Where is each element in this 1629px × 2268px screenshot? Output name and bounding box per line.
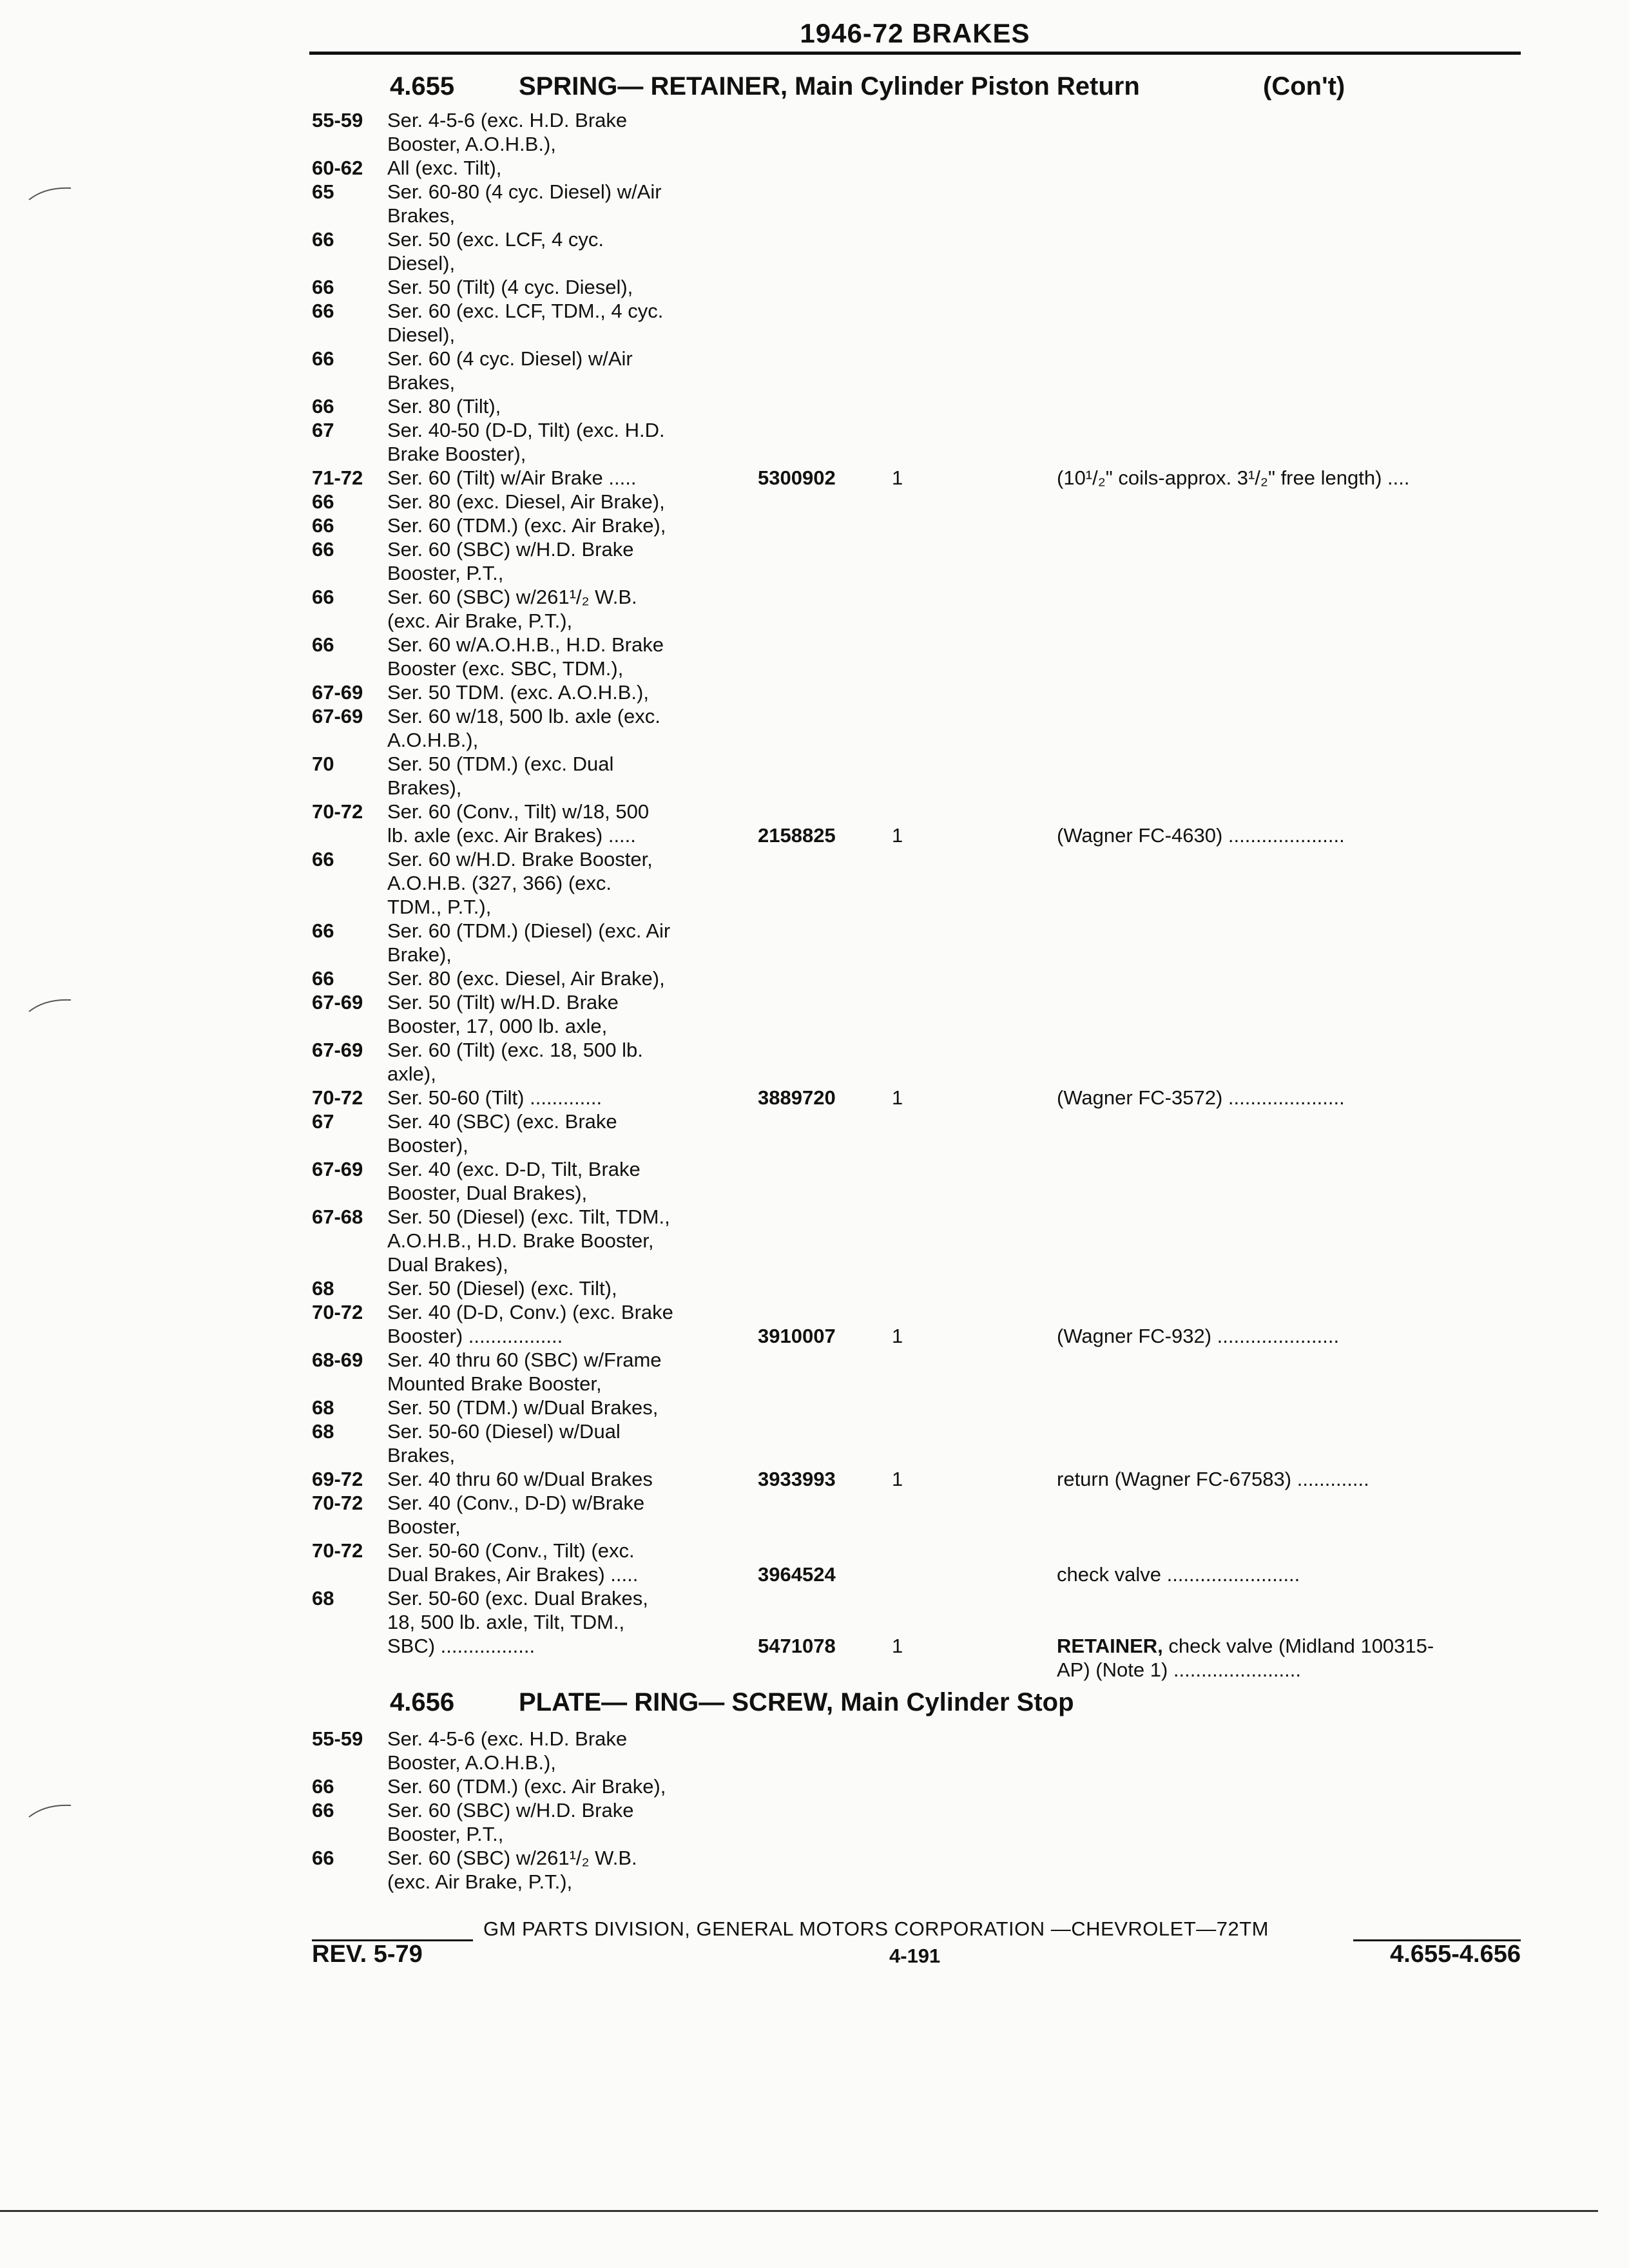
part-note-bold: RETAINER,: [1057, 1635, 1163, 1657]
model-year: 66: [312, 1847, 334, 1869]
application-description: Ser. 60 (Conv., Tilt) w/18, 500 lb. axle (exc. Air Brakes) .....: [387, 800, 650, 847]
model-year: 66: [312, 228, 334, 251]
application-description: Ser. 50-60 (exc. Dual Brakes, 18, 500 lb. axle, Tilt, TDM., SBC) .................: [387, 1587, 648, 1657]
application-description: Ser. 60 (Tilt) w/Air Brake .....: [387, 466, 637, 489]
model-year: 66: [312, 490, 334, 513]
application-description: Ser. 60 (SBC) w/H.D. Brake Booster, P.T.,: [387, 1799, 634, 1845]
application-description: Ser. 60 (TDM.) (exc. Air Brake),: [387, 514, 666, 537]
part-number: 3889720: [758, 1086, 836, 1109]
section-number: 4.655: [390, 72, 455, 101]
margin-mark: [26, 992, 77, 1018]
application-description: Ser. 40 thru 60 w/Dual Brakes: [387, 1468, 653, 1490]
model-year: 68-69: [312, 1349, 363, 1371]
application-description: Ser. 60 w/H.D. Brake Booster, A.O.H.B. (327, 366) (exc. TDM., P.T.),: [387, 848, 653, 918]
quantity: 1: [892, 1468, 903, 1490]
application-description: Ser. 50-60 (Conv., Tilt) (exc. Dual Brakes, Air Brakes) .....: [387, 1539, 639, 1586]
part-number: 3964524: [758, 1563, 836, 1586]
application-description: Ser. 60 (SBC) w/261¹/₂ W.B. (exc. Air Brake, P.T.),: [387, 1847, 637, 1893]
part-note: (10¹/₂" coils-approx. 3¹/₂" free length) ....: [1057, 466, 1410, 489]
application-description: Ser. 60 (4 cyc. Diesel) w/Air Brakes,: [387, 347, 633, 394]
margin-mark: [26, 180, 77, 206]
section-range: 4.655-4.656: [1390, 1941, 1521, 1968]
margin-mark: [26, 1798, 77, 1823]
quantity: 1: [892, 466, 903, 489]
model-year: 66: [312, 538, 334, 561]
section-title: PLATE— RING— SCREW, Main Cylinder Stop: [519, 1688, 1074, 1716]
application-description: Ser. 40-50 (D-D, Tilt) (exc. H.D. Brake Booster),: [387, 419, 665, 465]
scan-edge-rule: [0, 2210, 1598, 2212]
application-description: Ser. 40 (exc. D-D, Tilt, Brake Booster, Dual Brakes),: [387, 1158, 641, 1204]
model-year: 66: [312, 395, 334, 418]
quantity: 1: [892, 1635, 903, 1657]
application-description: Ser. 40 (Conv., D-D) w/Brake Booster,: [387, 1492, 645, 1538]
application-description: Ser. 50-60 (Tilt) .............: [387, 1086, 602, 1109]
model-year: 65: [312, 180, 334, 203]
application-description: Ser. 50 (exc. LCF, 4 cyc. Diesel),: [387, 228, 604, 274]
footer-publisher: GM PARTS DIVISION, GENERAL MOTORS CORPORATION —CHEVROLET—72TM: [483, 1917, 1269, 1940]
quantity: 1: [892, 824, 903, 847]
application-description: Ser. 60 w/A.O.H.B., H.D. Brake Booster (exc. SBC, TDM.),: [387, 633, 664, 680]
model-year: 70-72: [312, 1539, 363, 1562]
model-year: 66: [312, 347, 334, 370]
part-number: 3910007: [758, 1325, 836, 1347]
part-note: [1057, 1634, 1521, 1682]
application-description: Ser. 60 (TDM.) (exc. Air Brake),: [387, 1775, 666, 1798]
application-description: Ser. 60 (SBC) w/261¹/₂ W.B. (exc. Air Brake, P.T.),: [387, 586, 637, 632]
part-number: 3933993: [758, 1468, 836, 1490]
application-description: Ser. 40 thru 60 (SBC) w/Frame Mounted Brake Booster,: [387, 1349, 662, 1395]
part-note: (Wagner FC-3572) .....................: [1057, 1086, 1345, 1109]
model-year: 66: [312, 586, 334, 608]
quantity: 1: [892, 1086, 903, 1109]
application-description: Ser. 60 (SBC) w/H.D. Brake Booster, P.T.,: [387, 538, 634, 584]
application-description: Ser. 50-60 (Diesel) w/Dual Brakes,: [387, 1420, 621, 1466]
model-year: 67-68: [312, 1206, 363, 1228]
model-year: 67-69: [312, 681, 363, 704]
model-year: 70-72: [312, 1086, 363, 1109]
application-description: Ser. 50 (Diesel) (exc. Tilt, TDM., A.O.H.B., H.D. Brake Booster, Dual Brakes),: [387, 1206, 670, 1276]
revision-label: REV. 5-79: [312, 1941, 423, 1968]
model-year: 69-72: [312, 1468, 363, 1490]
section-number: 4.656: [390, 1688, 455, 1716]
model-year: 67: [312, 419, 334, 441]
model-year: 67: [312, 1110, 334, 1133]
model-year: 66: [312, 514, 334, 537]
part-note: (Wagner FC-4630) .....................: [1057, 824, 1345, 847]
page-title: 1946-72 BRAKES: [800, 18, 1030, 48]
model-year: 66: [312, 300, 334, 322]
application-description: Ser. 50 (Tilt) w/H.D. Brake Booster, 17, 000 lb. axle,: [387, 991, 619, 1037]
part-number: 2158825: [758, 824, 836, 847]
part-note: (Wagner FC-932) ......................: [1057, 1325, 1340, 1347]
application-description: Ser. 40 (D-D, Conv.) (exc. Brake Booster) .................: [387, 1301, 673, 1347]
application-description: Ser. 80 (exc. Diesel, Air Brake),: [387, 967, 665, 990]
model-year: 66: [312, 848, 334, 870]
section-continued: (Con't): [1263, 72, 1345, 101]
application-description: Ser. 50 TDM. (exc. A.O.H.B.),: [387, 681, 649, 704]
application-description: Ser. 50 (TDM.) (exc. Dual Brakes),: [387, 753, 614, 799]
section-title: SPRING— RETAINER, Main Cylinder Piston Return: [519, 72, 1140, 101]
part-number: 5300902: [758, 466, 836, 489]
model-year: 66: [312, 633, 334, 656]
model-year: 55-59: [312, 1727, 363, 1750]
application-description: Ser. 50 (Diesel) (exc. Tilt),: [387, 1277, 617, 1300]
model-year: 66: [312, 1775, 334, 1798]
application-description: Ser. 50 (TDM.) w/Dual Brakes,: [387, 1396, 659, 1419]
model-year: 66: [312, 276, 334, 298]
model-year: 67-69: [312, 705, 363, 727]
application-description: All (exc. Tilt),: [387, 157, 502, 179]
application-description: Ser. 80 (Tilt),: [387, 395, 501, 418]
part-note: check valve ........................: [1057, 1563, 1300, 1586]
model-year: 67-69: [312, 1039, 363, 1061]
model-year: 68: [312, 1420, 334, 1443]
model-year: 68: [312, 1587, 334, 1610]
model-year: 60-62: [312, 157, 363, 179]
application-description: Ser. 60 (exc. LCF, TDM., 4 cyc. Diesel),: [387, 300, 664, 346]
model-year: 70-72: [312, 800, 363, 823]
part-note: return (Wagner FC-67583) .............: [1057, 1468, 1369, 1490]
application-description: Ser. 60-80 (4 cyc. Diesel) w/Air Brakes,: [387, 180, 662, 227]
model-year: 66: [312, 919, 334, 942]
model-year: 66: [312, 1799, 334, 1821]
model-year: 67-69: [312, 1158, 363, 1180]
model-year: 55-59: [312, 109, 363, 131]
model-year: 66: [312, 967, 334, 990]
application-description: Ser. 60 w/18, 500 lb. axle (exc. A.O.H.B.),: [387, 705, 660, 751]
application-description: Ser. 80 (exc. Diesel, Air Brake),: [387, 490, 665, 513]
application-description: Ser. 4-5-6 (exc. H.D. Brake Booster, A.O.H.B.),: [387, 1727, 628, 1774]
page-number: 4-191: [889, 1945, 941, 1967]
part-number: 5471078: [758, 1635, 836, 1657]
model-year: 70-72: [312, 1301, 363, 1323]
model-year: 68: [312, 1277, 334, 1300]
quantity: 1: [892, 1325, 903, 1347]
model-year: 71-72: [312, 466, 363, 489]
application-description: Ser. 40 (SBC) (exc. Brake Booster),: [387, 1110, 617, 1157]
application-description: Ser. 50 (Tilt) (4 cyc. Diesel),: [387, 276, 633, 298]
application-description: Ser. 4-5-6 (exc. H.D. Brake Booster, A.O.H.B.),: [387, 109, 628, 155]
part-note-text: check valve (Midland 100315- AP) (Note 1) .......................: [1057, 1635, 1434, 1681]
header-rule: [309, 52, 1521, 55]
model-year: 70: [312, 753, 334, 775]
application-description: Ser. 60 (Tilt) (exc. 18, 500 lb. axle),: [387, 1039, 643, 1085]
model-year: 68: [312, 1396, 334, 1419]
model-year: 70-72: [312, 1492, 363, 1514]
application-description: Ser. 60 (TDM.) (Diesel) (exc. Air Brake),: [387, 919, 671, 966]
model-year: 67-69: [312, 991, 363, 1014]
